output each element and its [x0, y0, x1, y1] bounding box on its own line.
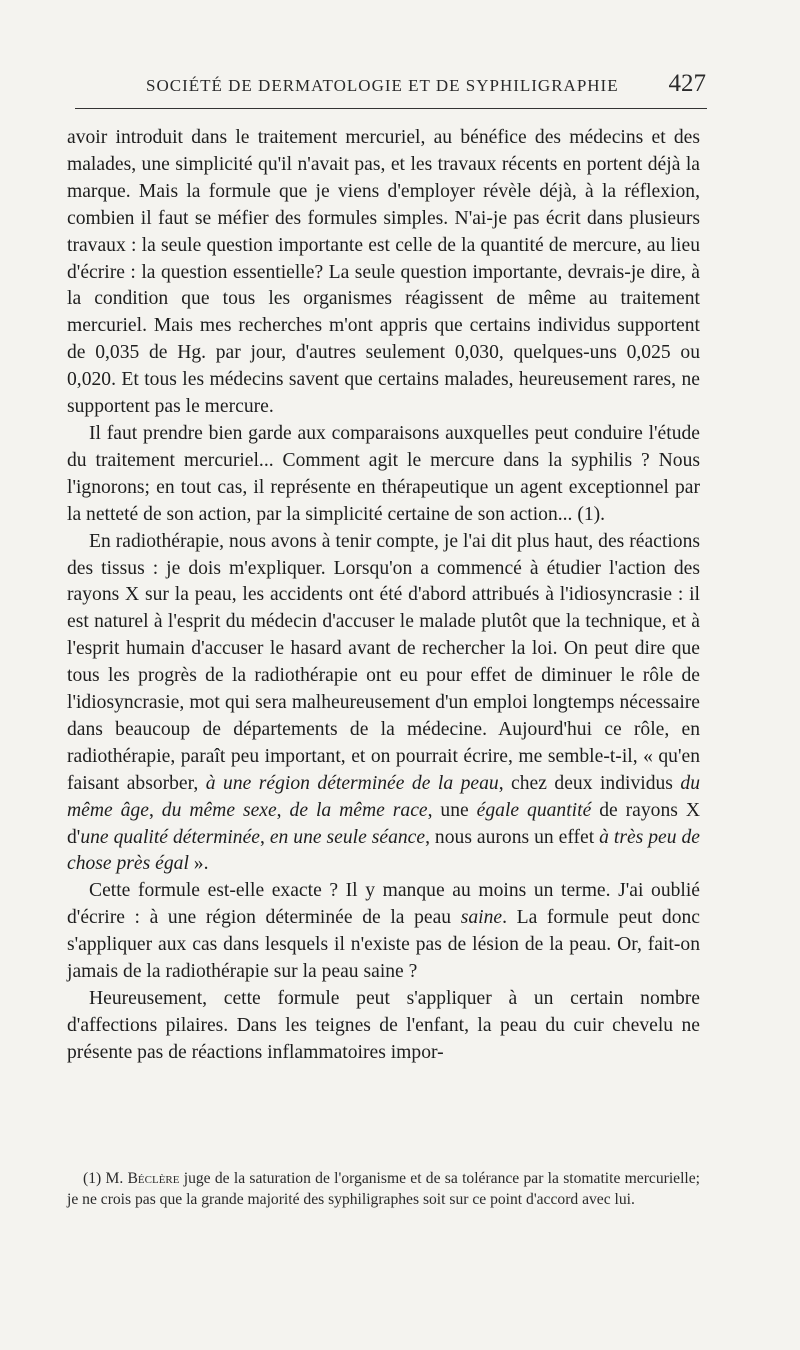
text-run: En radiothérapie, nous avons à tenir compte, je l'ai dit plus haut, des réactions des tissus : je dois m'expliquer. Lorsqu'on a commencé à étudier l'action des rayons X sur la peau, les accidents ont été d'abord attribués à l'idiosyncrasie : il est naturel à l'esprit du médecin d'accuser le malade plutôt que la technique, et à l'esprit humain d'accuser le hasard avant de rechercher la loi. On peut dire que tous les progrès de la radiothérapie ont eu pour effet de diminuer le rôle de l'idiosyncrasie, mot qui sera malheureusement d'un emploi longtemps nécessaire dans beaucoup de départements de la médecine. Aujourd'hui ce rôle, en radiothérapie, paraît peu important, et on pourrait écrire, me semble-t-il, « qu'en faisant absorber,: [67, 530, 700, 794]
italic-run: à une région déterminée de la peau: [205, 772, 499, 794]
footnote: [67, 1168, 700, 1210]
italic-run: de la même race: [289, 799, 428, 821]
footnote-text: juge de la saturation de l'organisme et de sa tolérance par la stomatite mercurielle; je ne crois pas que la grande majorité des syphiligraphes soit sur ce point d'accord avec lui.: [67, 1170, 700, 1208]
italic-run: en une seule séance: [269, 826, 426, 848]
footnote-marker: (1) M.: [83, 1170, 128, 1187]
text-run: de rayons X d': [67, 799, 700, 848]
paragraph-3: [67, 529, 700, 879]
text-run: ,: [260, 826, 270, 848]
footnote-1: [67, 1168, 700, 1210]
italic-run: du même sexe: [161, 799, 277, 821]
text-run: , une: [427, 799, 477, 821]
page-header: [68, 70, 708, 100]
italic-run: saine: [460, 907, 503, 929]
paragraph-4: [67, 878, 700, 986]
running-title: SOCIÉTÉ DE DERMATOLOGIE ET DE SYPHILIGRAPHIE: [146, 76, 619, 95]
text-run: ».: [188, 853, 209, 875]
text-run: Cette formule est-elle exacte ? Il y manque au moins un terme. J'ai oublié d'écrire : à une région déterminée de la peau: [67, 880, 700, 929]
header-rule: [75, 108, 707, 109]
italic-run: égale quantité: [476, 799, 592, 821]
page-number: 427: [668, 70, 706, 97]
text-run: . La formule peut donc s'appliquer aux cas dans lesquels il n'existe pas de lésion de la peau. Or, fait-on jamais de la radiothérapie sur la peau saine ?: [67, 907, 700, 983]
italic-run: du même âge: [67, 772, 700, 821]
text-run: ,: [276, 799, 290, 821]
italic-run: à très peu de chose près égal: [67, 826, 700, 875]
italic-run: une qualité déterminée: [80, 826, 260, 848]
text-run: , chez deux individus: [498, 772, 681, 794]
paragraph-2: Il faut prendre bien garde aux comparaisons auxquelles peut conduire l'étude du traitement mercuriel... Comment agit le mercure dans la syphilis ? Nous l'ignorons; en tout cas, il représente en thérapeutique un agent exceptionnel par la netteté de son action, par la simplicité certaine de son action... (1).: [67, 422, 700, 525]
paragraph-5: Heureusement, cette formule peut s'appliquer à un certain nombre d'affections pilaires. Dans les teignes de l'enfant, la peau du cuir chevelu ne présente pas de réactions inflammatoires impor-: [67, 988, 700, 1063]
paragraph-1: avoir introduit dans le traitement mercuriel, au bénéfice des médecins et des malades, une simplicité qu'il n'avait pas, et les travaux récents en portent déjà la marque. Mais la formule que je viens d'employer révèle déjà, à la réflexion, combien il faut se méfier des formules simples. N'ai-je pas écrit dans plusieurs travaux : la seule question importante est celle de la quantité de mercure, au lieu d'écrire : la question essentielle? La seule question importante, devrais-je dire, à la condition que tous les organismes réagissent de même au traitement mercuriel. Mais mes recherches m'ont appris que certains individus supportent de 0,035 de Hg. par jour, d'autres seulement 0,030, quelques-uns 0,025 ou 0,020. Et tous les médecins savent que certains malades, heureusement rares, ne supportent pas le mercure.: [67, 127, 700, 418]
text-run: , nous aurons un effet: [425, 826, 600, 848]
body-text: [67, 125, 700, 1067]
footnote-author: Béclère: [127, 1170, 180, 1187]
text-run: ,: [148, 799, 162, 821]
